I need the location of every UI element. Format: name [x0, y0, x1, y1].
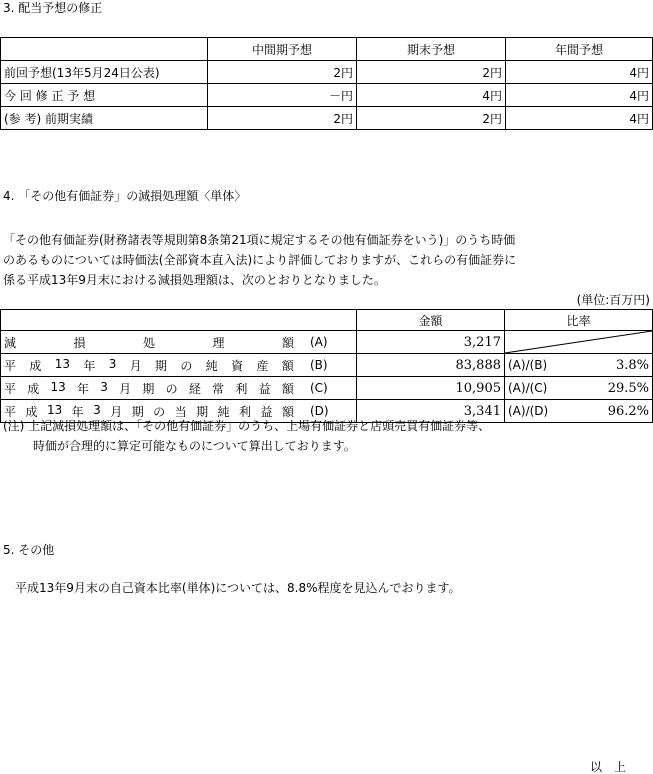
dividend-cell: 4円	[357, 84, 506, 107]
dividend-row-label: 前回予想(13年5月24日公表)	[1, 61, 208, 84]
impairment-label-char: 13	[54, 356, 70, 371]
impairment-table	[0, 309, 653, 423]
impairment-label-char: 年	[83, 358, 96, 373]
impairment-label-char: 月	[119, 381, 132, 396]
impairment-ratio-cell	[505, 377, 653, 400]
diagonal-line	[505, 331, 652, 353]
impairment-amount: 83,888	[357, 354, 505, 377]
ratio-label: (A)/(D)	[508, 403, 549, 418]
impairment-tag: (D)	[310, 404, 329, 418]
ratio-value: 96.2%	[607, 403, 649, 419]
impairment-amount: 3,217	[357, 331, 505, 354]
impairment-label-char: 純	[205, 358, 218, 373]
impairment-label-char: 利	[239, 404, 252, 419]
dividend-cell: 2円	[208, 107, 357, 130]
dividend-cell: 4円	[506, 107, 653, 130]
closing-mark: 以 上	[590, 760, 627, 774]
dividend-cell: 2円	[357, 61, 506, 84]
impairment-label-char: 額	[281, 335, 294, 350]
impairment-header-row	[1, 310, 653, 331]
impairment-row	[1, 354, 653, 377]
impairment-label	[4, 380, 294, 397]
impairment-label-char: 期	[196, 404, 209, 419]
impairment-label-char: 期	[155, 358, 168, 373]
section5-title: 5. その他	[3, 543, 55, 557]
ratio-value: 3.8%	[615, 357, 649, 373]
impairment-label-char: 月	[110, 404, 123, 419]
dividend-cell: 2円	[208, 61, 357, 84]
impairment-label-char: 期	[142, 381, 155, 396]
dividend-cell: 4円	[506, 61, 653, 84]
impairment-label-char: 13	[50, 379, 66, 394]
impairment-amount: 3,341	[357, 400, 505, 423]
impairment-ratio-empty	[505, 331, 653, 354]
impairment-label-char: 月	[129, 358, 142, 373]
impairment-label-char: 常	[212, 381, 225, 396]
section4-para-line: 「その他有価証券(財務諸表等規則第8条第21項に規定するその他有価証券をいう)」のうち時価	[3, 233, 516, 247]
section5-text: 平成13年9月末の自己資本比率(単体)については、8.8%程度を見込んでおります。	[15, 581, 461, 595]
impairment-label-char: 処	[142, 335, 155, 350]
impairment-row-label-cell	[1, 354, 357, 377]
impairment-row	[1, 331, 653, 354]
impairment-label	[4, 403, 294, 420]
impairment-label	[4, 334, 294, 351]
impairment-label-char: 3	[108, 356, 117, 371]
impairment-label-char: 損	[73, 335, 86, 350]
impairment-header-amount: 金額	[357, 310, 505, 331]
section3-title: 3. 配当予想の修正	[3, 1, 103, 15]
impairment-note-line1: (注) 上記減損処理額は、「その他有価証券」のうち、上場有価証券と店頭売買有価証券等、	[3, 419, 491, 433]
section4-para-line: のあるものについては時価法(全部資本直入法)により評価しておりますが、これらの有価証券に	[3, 253, 517, 267]
dividend-table	[0, 37, 653, 130]
dividend-row-revised	[1, 84, 653, 107]
impairment-label-char: の	[153, 404, 166, 419]
impairment-label-char: 期	[131, 404, 144, 419]
impairment-tag: (B)	[310, 358, 328, 372]
dividend-header-annual: 年間予想	[506, 38, 653, 61]
ratio-label: (A)/(B)	[508, 357, 548, 372]
impairment-label-char: 平	[4, 358, 17, 373]
dividend-cell: 2円	[357, 107, 506, 130]
impairment-label-char: 3	[93, 402, 101, 417]
impairment-label-char: の	[165, 381, 178, 396]
impairment-header-blank	[1, 310, 357, 331]
impairment-label-char: 平	[4, 404, 17, 419]
impairment-label-char: 成	[25, 404, 38, 419]
impairment-header-ratio: 比率	[505, 310, 653, 331]
dividend-cell: 4円	[506, 84, 653, 107]
dividend-header-blank	[1, 38, 208, 61]
impairment-note-line2: 時価が合理的に算定可能なものについて算出しております。	[33, 439, 356, 453]
impairment-label-char: 産	[256, 358, 269, 373]
impairment-row-label-cell	[1, 331, 357, 354]
impairment-label-char: 純	[217, 404, 230, 419]
ratio-label: (A)/(C)	[508, 380, 548, 395]
impairment-label-char: 年	[71, 404, 84, 419]
dividend-header-row	[1, 38, 653, 61]
dividend-row-previous	[1, 61, 653, 84]
dividend-row-label: (参 考) 前期実績	[1, 107, 208, 130]
impairment-tag: (C)	[310, 381, 328, 395]
impairment-label-char: 理	[212, 335, 225, 350]
dividend-header-yearend: 期末予想	[357, 38, 506, 61]
impairment-label-char: 経	[188, 381, 201, 396]
impairment-label-char: 益	[260, 404, 273, 419]
impairment-label-char: 当	[174, 404, 187, 419]
impairment-label-char: 成	[29, 358, 42, 373]
ratio-value: 29.5%	[607, 380, 649, 396]
impairment-tag: (A)	[310, 335, 328, 349]
dividend-row-label: 今 回 修 正 予 想	[1, 84, 208, 107]
impairment-label	[4, 357, 294, 374]
impairment-label-char: 額	[281, 381, 294, 396]
impairment-label-char: 利	[235, 381, 248, 396]
impairment-ratio-cell	[505, 354, 653, 377]
section4-title: 4. 「その他有価証券」の減損処理額〈単体〉	[3, 189, 247, 203]
impairment-label-char: 平	[4, 381, 17, 396]
impairment-label-char: の	[180, 358, 193, 373]
impairment-label-char: 額	[281, 404, 294, 419]
impairment-row	[1, 377, 653, 400]
dividend-row-reference	[1, 107, 653, 130]
impairment-amount: 10,905	[357, 377, 505, 400]
impairment-label-char: 13	[46, 402, 63, 417]
section4-para-line: 係る平成13年9月末における減損処理額は、次のとおりとなりました。	[3, 273, 386, 287]
impairment-row-label-cell	[1, 377, 357, 400]
impairment-label-char: 成	[27, 381, 40, 396]
impairment-label-char: 資	[231, 358, 244, 373]
unit-label: (単位:百万円)	[576, 293, 650, 307]
impairment-label-char: 3	[100, 379, 108, 394]
impairment-label-char: 額	[281, 358, 294, 373]
impairment-label-char: 年	[77, 381, 90, 396]
dividend-cell: －円	[208, 84, 357, 107]
impairment-label-char: 減	[4, 335, 17, 350]
impairment-label-char: 益	[258, 381, 271, 396]
dividend-header-interim: 中間期予想	[208, 38, 357, 61]
impairment-ratio-cell	[505, 400, 653, 423]
